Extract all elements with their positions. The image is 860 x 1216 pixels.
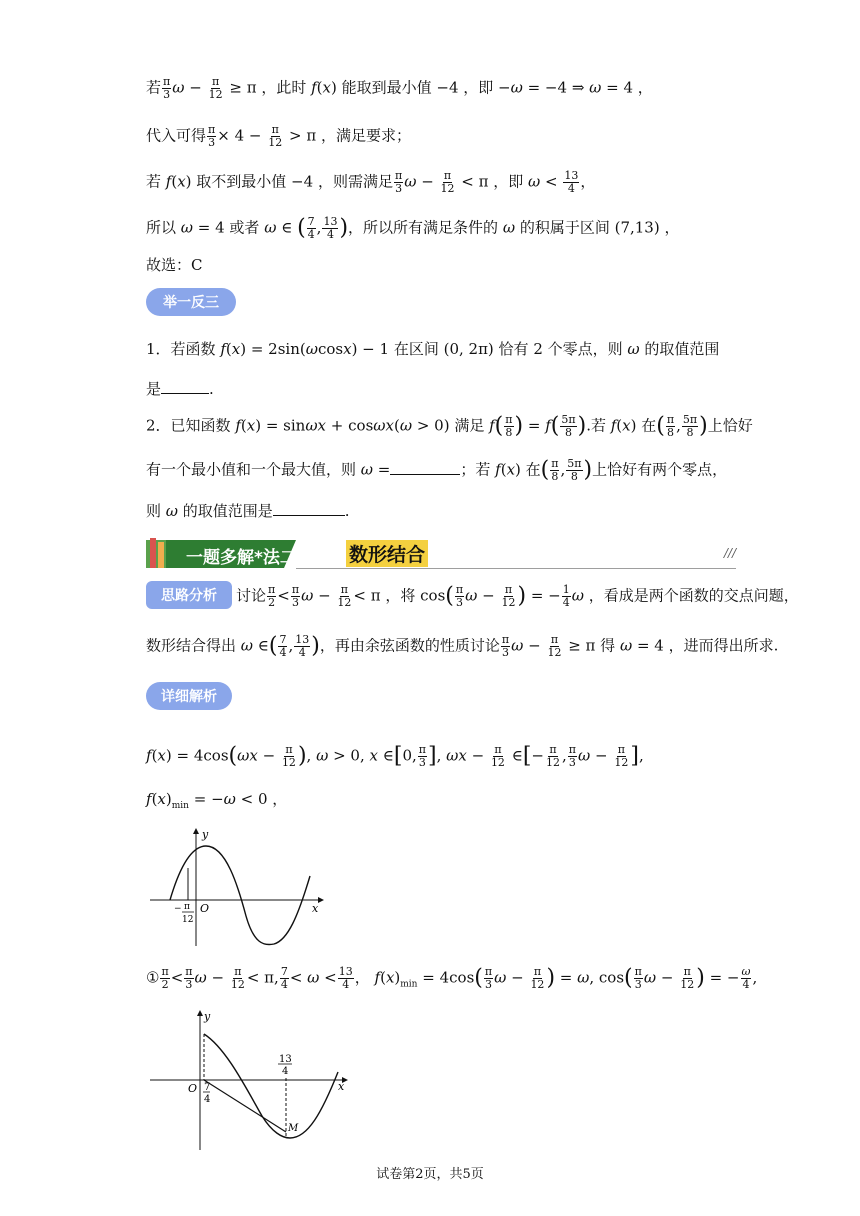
g1-x-label: x	[312, 902, 319, 915]
g2-tick2-num: 13	[279, 1054, 292, 1065]
g1-tick-minus: −	[174, 904, 182, 914]
g1-origin: O	[200, 902, 210, 915]
graph-1	[146, 826, 326, 950]
g2-origin: O	[188, 1082, 198, 1095]
g2-point-m: M	[288, 1123, 299, 1134]
g2-line	[204, 1080, 286, 1132]
badge-jyfs: 举一反三	[146, 288, 236, 316]
g1-y-label: y	[202, 828, 209, 841]
g1-curve	[170, 846, 310, 945]
solution-line-2: 代入可得 $\frac{\pi}{3}$ × 4 − $\frac{\pi}{12}$ > π ，满足要求；	[146, 123, 411, 149]
practice-q2-line3: 则 ω 的取值范围是 .	[146, 502, 350, 520]
g1-tick-num: π	[184, 902, 190, 912]
banner-left-text: 一题多解*法二	[186, 548, 297, 568]
graph-2	[146, 1008, 356, 1154]
banner-right-text: 数形结合	[346, 540, 428, 567]
analysis-line-2: 数形结合得出 ω ∈( $\frac{7}{4}$ , $\frac{13}{4}$ )，再由余弦函数的性质讨论 $\frac{\pi}{3}$ ω − $\frac{\pi}{12}$ ≥ π 得 ω = 4 ，进而得出所求.	[146, 633, 779, 659]
method-banner	[146, 538, 740, 570]
analysis-line-1: 讨论 $\frac{\pi}{2}$ < $\frac{\pi}{3}$ ω − $\frac{\pi}{12}$ < π ，将 cos( $\frac{\pi}{3}$ ω − $\frac{\pi}{12}$ ) = − $\frac{1}{4}$ ω ，看成是两个函数的交点问题，	[236, 583, 799, 609]
g1-tick-den: 12	[182, 915, 194, 925]
g2-tick2-den: 4	[282, 1066, 289, 1077]
solution-line-1: 若 $\frac{\pi}{3}$ ω − $\frac{\pi}{12}$ ≥ π ，此时 f(x) 能取到最小值 −4 ，即 −ω = −4 ⇒ ω = 4 ，	[146, 75, 653, 101]
detail-line-1: f(x) = 4cos(ωx − $\frac{\pi}{12}$ ), ω > 0, x ∈[0, $\frac{\pi}{3}$ ], ωx − $\frac{\pi}{12}$ ∈[− $\frac{\pi}{12}$ , $\frac{\pi}{3}$ ω − $\frac{\pi}{12}$ ],	[146, 743, 644, 769]
badge-slfx: 思路分析	[146, 581, 232, 609]
g2-x-label: x	[338, 1080, 345, 1093]
g2-tick1-num: 7	[204, 1082, 211, 1093]
practice-q1-line1: 1．若函数 f(x) = 2sin(ωcosx) − 1 在区间 (0, 2π) 恰有 2 个零点，则 ω 的取值范围	[146, 340, 720, 358]
solution-line-4: 所以 ω = 4 或者 ω ∈ ( $\frac{7}{4}$ , $\frac{13}{4}$ )，所以所有满足条件的 ω 的积属于区间 (7,13) ，	[146, 215, 680, 241]
g2-tick1-den: 4	[204, 1094, 211, 1105]
page-footer: 试卷第2页，共5页	[376, 1167, 484, 1182]
solution-line-3: 若 f(x) 取不到最小值 −4 ，则需满足 $\frac{\pi}{3}$ ω − $\frac{\pi}{12}$ < π ，即 ω < $\frac{13}{4}$ ，	[146, 169, 596, 195]
g2-y-label: y	[204, 1010, 211, 1023]
detail-line-3: ① $\frac{\pi}{2}$ < $\frac{\pi}{3}$ ω − $\frac{\pi}{12}$ < π, $\frac{7}{4}$ < ω < $\frac{13}{4}$ ， $f(x)_{min} = 4\cos$( $\frac{\pi}{3}$ ω − $\frac{\pi}{12}$ ) = ω, cos( $\frac{\pi}{3}$ ω − $\frac{\pi}{12}$ ) = − $\frac{\omega}{4}$ ,	[146, 965, 758, 991]
banner-slashes: ///	[724, 546, 737, 560]
practice-q2-line1: 2．已知函数 f(x) = sinωx + cosωx(ω > 0) 满足 f( $\frac{\pi}{8}$ ) = f( $\frac{5\pi}{8}$ ).若 f(x) 在( $\frac{\pi}{8}$ , $\frac{5\pi}{8}$ )上恰好	[146, 413, 753, 439]
badge-xxjx: 详细解析	[146, 682, 232, 710]
practice-q2-line2: 有一个最小值和一个最大值，则 ω = ；若 f(x) 在( $\frac{\pi}{8}$ , $\frac{5\pi}{8}$ )上恰好有两个零点，	[146, 457, 728, 483]
practice-q1-line2: 是 .	[146, 380, 214, 398]
answer-line: 故选：C	[146, 256, 203, 274]
detail-line-2: $f(x)_{min} = -\omega < 0$ ，	[146, 790, 288, 811]
